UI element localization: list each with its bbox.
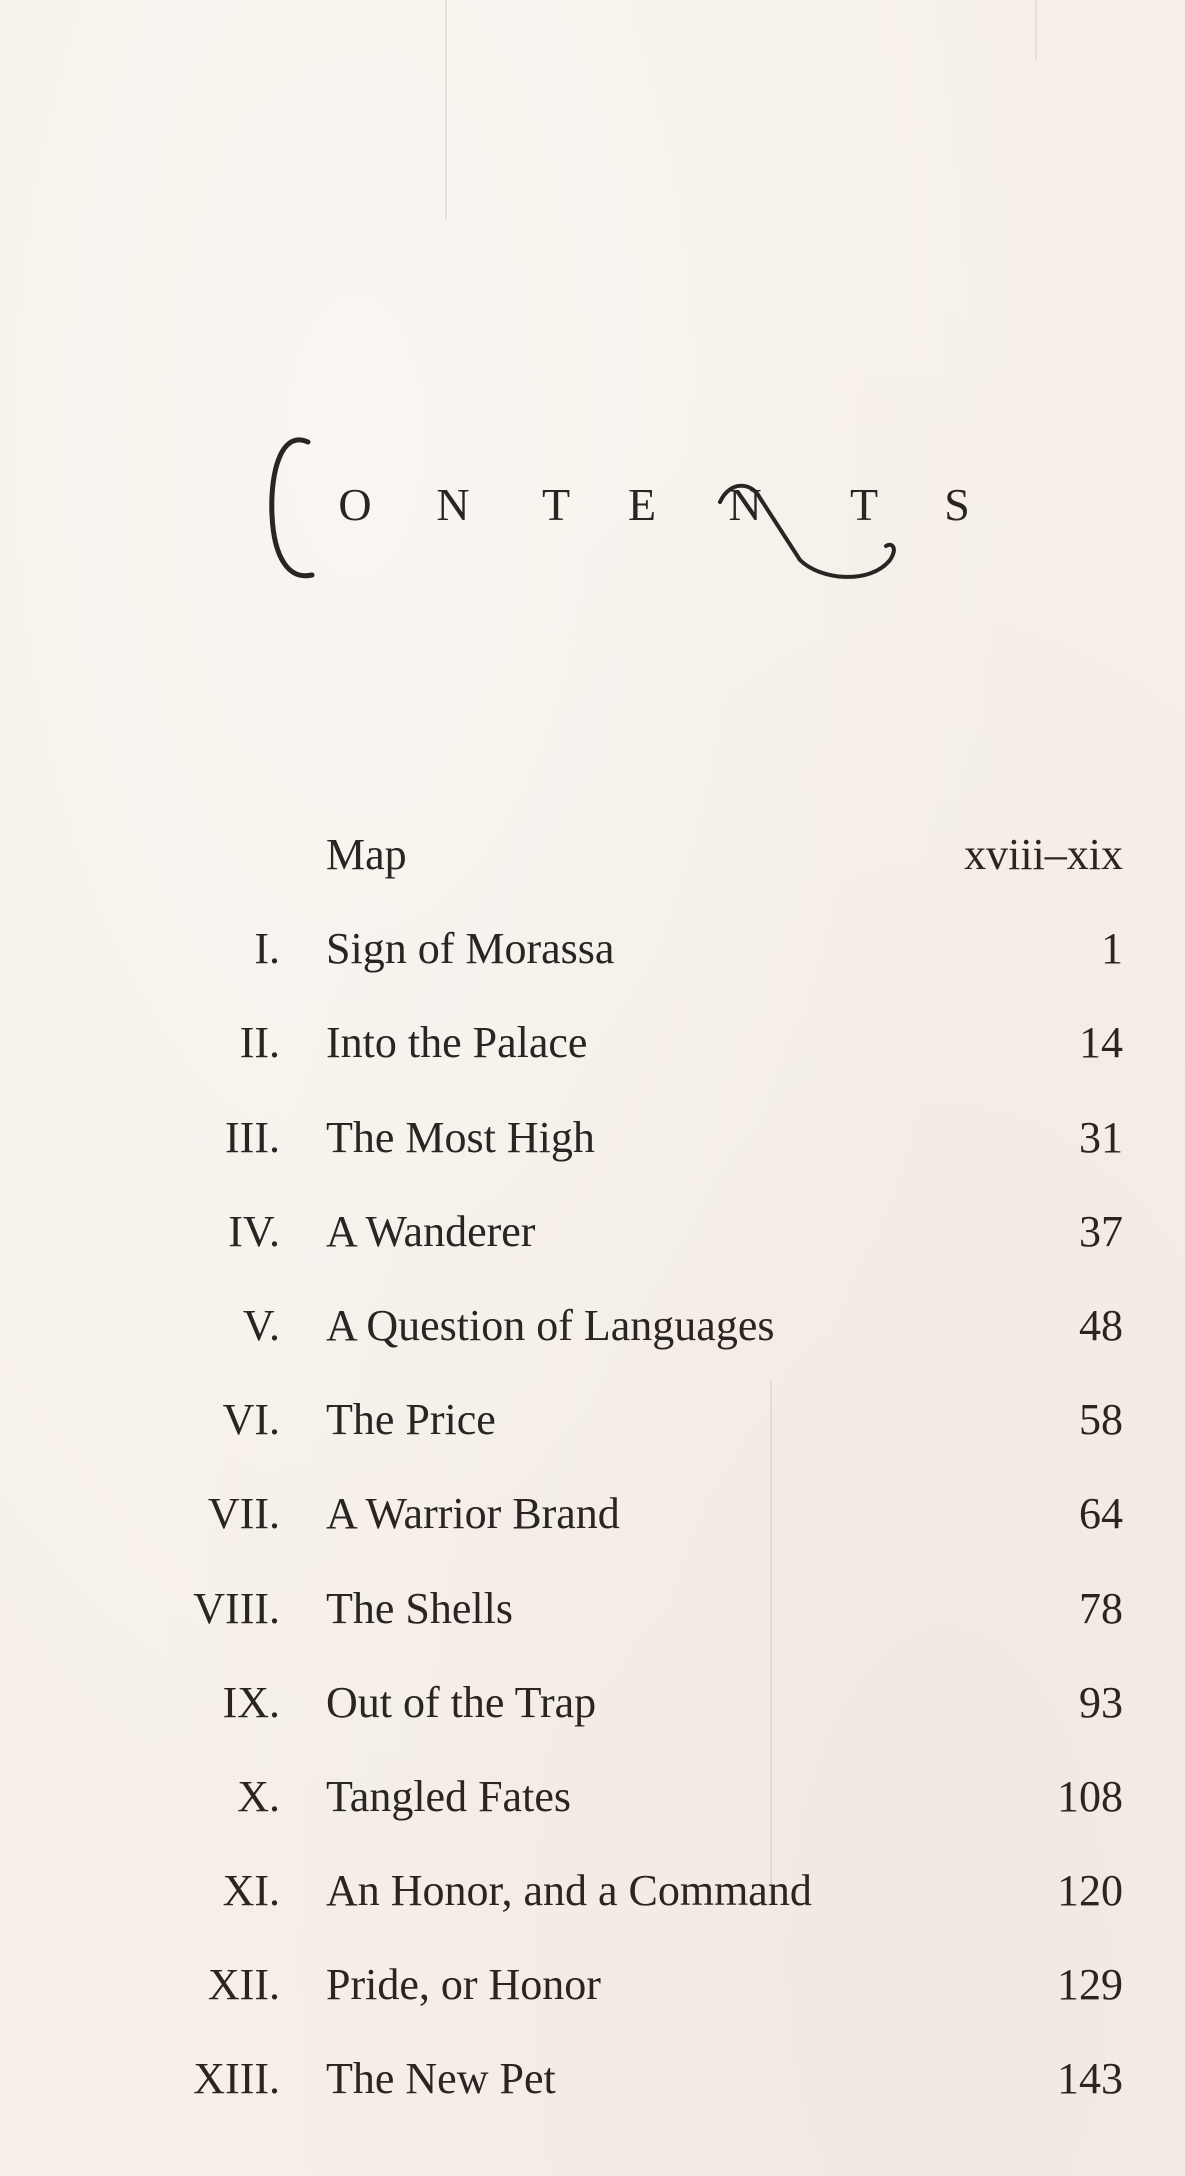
chapter-title: Out of the Trap: [326, 1677, 597, 1727]
paper-crease: [1035, 0, 1037, 60]
paper-crease: [445, 0, 447, 220]
chapter-number: XIII.: [193, 2054, 280, 2104]
toc-entry[interactable]: [0, 1279, 1185, 1373]
chapter-number: I.: [254, 924, 280, 974]
chapter-title: A Question of Languages: [326, 1300, 775, 1350]
heading-letter-e: E: [627, 479, 657, 530]
chapter-title: Tangled Fates: [326, 1771, 571, 1821]
heading-letter-s: S: [944, 479, 970, 530]
toc-entry[interactable]: [0, 996, 1185, 1090]
page-number: xviii–xix: [964, 830, 1123, 879]
chapter-title: The New Pet: [326, 2054, 556, 2104]
toc-entry[interactable]: [0, 1938, 1185, 2032]
toc-entry[interactable]: [0, 1185, 1185, 1279]
toc-entry[interactable]: [0, 1656, 1185, 1750]
heading-letter-n: N: [728, 479, 762, 530]
page-number: 64: [1079, 1489, 1123, 1539]
toc-entry[interactable]: [0, 1562, 1185, 1656]
chapter-title: The Price: [326, 1395, 496, 1445]
chapter-title: The Shells: [326, 1583, 513, 1633]
chapter-number: XI.: [222, 1866, 280, 1916]
heading-letter-n: N: [436, 479, 470, 530]
chapter-title: An Honor, and a Command: [326, 1866, 812, 1916]
page-number: 93: [1079, 1677, 1123, 1727]
page-number: 37: [1079, 1206, 1123, 1256]
chapter-title: Map: [326, 830, 407, 879]
page-number: 48: [1079, 1300, 1123, 1350]
heading-letter-t: T: [849, 479, 879, 530]
page-number: 14: [1079, 1018, 1123, 1068]
chapter-title: Sign of Morassa: [326, 924, 615, 974]
chapter-title: A Wanderer: [326, 1206, 536, 1256]
page-number: 108: [1057, 1771, 1123, 1821]
page-number: 31: [1079, 1112, 1123, 1162]
heading-letter-o: O: [338, 479, 372, 530]
toc-entry[interactable]: [0, 2032, 1185, 2126]
chapter-number: VII.: [207, 1489, 280, 1539]
chapter-number: II.: [239, 1018, 280, 1068]
toc-entry-map[interactable]: [0, 808, 1185, 902]
table-of-contents: [0, 808, 1185, 2127]
toc-entry[interactable]: [0, 1467, 1185, 1561]
contents-heading: [0, 420, 1185, 600]
page-number: 1: [1101, 924, 1123, 974]
chapter-number: III.: [225, 1112, 280, 1162]
page-number: 143: [1057, 2054, 1123, 2104]
chapter-number: IX.: [222, 1677, 280, 1727]
page-number: 129: [1057, 1960, 1123, 2010]
chapter-number: IV.: [228, 1206, 280, 1256]
chapter-number: VI.: [222, 1395, 280, 1445]
toc-entry[interactable]: [0, 1844, 1185, 1938]
chapter-number: XII.: [207, 1960, 280, 2010]
page-number: 58: [1079, 1395, 1123, 1445]
heading-letter-t: T: [541, 479, 571, 530]
page-number: 120: [1057, 1866, 1123, 1916]
contents-heading-letters: [0, 420, 1185, 600]
toc-entry[interactable]: [0, 1373, 1185, 1467]
chapter-title: Pride, or Honor: [326, 1960, 601, 2010]
chapter-number: X.: [237, 1771, 280, 1821]
chapter-title: The Most High: [326, 1112, 595, 1162]
chapter-number: VIII.: [193, 1583, 280, 1633]
chapter-number: V.: [242, 1300, 280, 1350]
chapter-title: A Warrior Brand: [326, 1489, 620, 1539]
chapter-title: Into the Palace: [326, 1018, 588, 1068]
toc-entry[interactable]: [0, 902, 1185, 996]
page-number: 78: [1079, 1583, 1123, 1633]
toc-entry[interactable]: [0, 1750, 1185, 1844]
toc-entry[interactable]: [0, 1091, 1185, 1185]
